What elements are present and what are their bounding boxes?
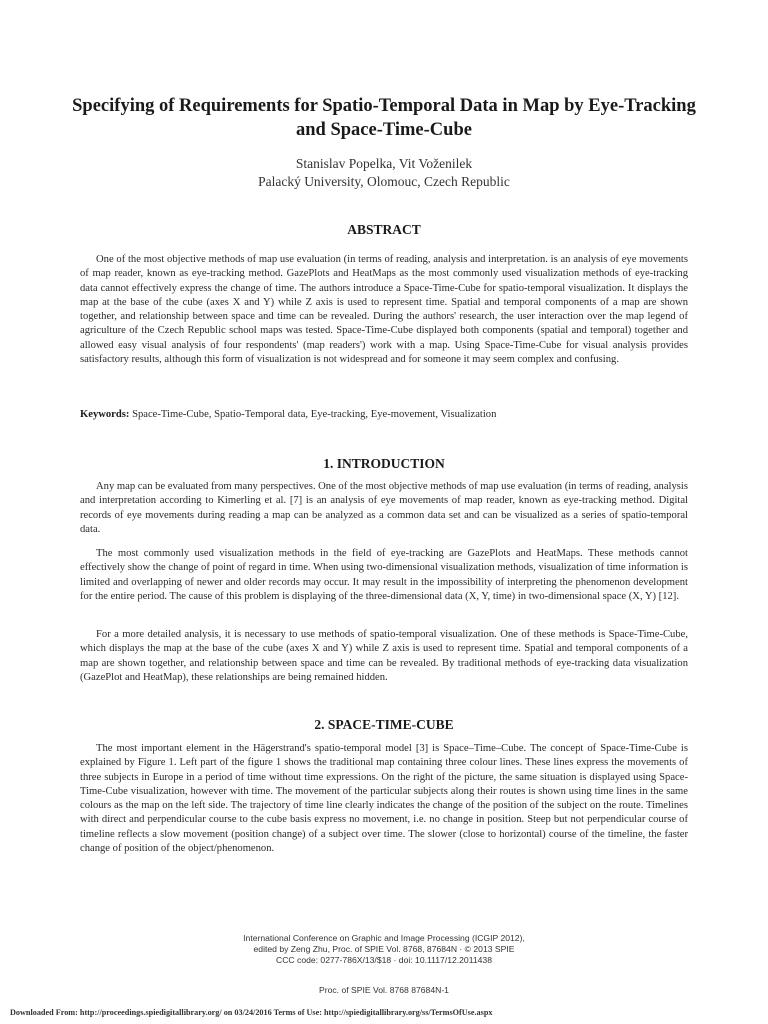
download-notice: Downloaded From: http://proceedings.spiedigitallibrary.org/ on 03/24/2016 Terms of Use: http://spiedigitallibrary.org/ss/TermsOfUse.aspx: [10, 1008, 493, 1017]
intro-paragraph-2: The most commonly used visualization methods in the field of eye-tracking are GazePlots and HeatMaps. These methods cannot effectively show the change of point of regard in time. When using two-dimensional visualization methods, visualization of time information is limited and overlapping of newer and older records may occur. It may result in the impossibility of interpreting the phenomenon development for the entire period. The cause of this problem is displaying of the three-dimensional data (X, Y, time) in two-dimensional space (X, Y) [12].: [80, 548, 688, 602]
section-heading-space-time-cube: 2. SPACE-TIME-CUBE: [314, 717, 454, 732]
abstract-heading: ABSTRACT: [347, 222, 421, 237]
conference-info: [160, 933, 608, 967]
conference-line-3: CCC code: 0277-786X/13/$18 · doi: 10.1117/12.2011438: [276, 955, 492, 966]
paper-title: Specifying of Requirements for Spatio-Temporal Data in Map by Eye-Tracking and Space-Time-Cube: [72, 96, 696, 140]
author-names: Stanislav Popelka, Vit Voženilek: [295, 156, 473, 171]
page-number: Proc. of SPIE Vol. 8768 87684N-1: [319, 985, 449, 995]
keywords-label: Keywords:: [80, 409, 130, 420]
abstract-text: One of the most objective methods of map use evaluation (in terms of reading, analysis and interpretation. is an analysis of eye movements of map reader, known as eye-tracking method. GazePlots and HeatMaps as the most commonly used visualization methods of eye-tracking data cannot effectively express the change of time. The authors introduce a Space-Time-Cube for spatio-temporal visualization. It displays the map at the base of the cube (axes X and Y) while Z axis is used to represent time. Spatial and temporal components of a map are shown together, and relationship between space and time can be revealed. During the authors' research, the user interaction over the map legend of agriculture of the Czech Republic school maps was tested. Space-Time-Cube displayed both components (spatial and temporal) together and allowed easy visual analysis of four respondents' (map readers') work with a map. Using Space-Time-Cube for visual analysis provides satisfactory results, although this form of visualization is not widespread and for someone it may seem complex and confusing.: [80, 254, 688, 366]
section-heading-introduction: 1. INTRODUCTION: [323, 456, 445, 471]
stc-paragraph-1: The most important element in the Hägerstrand's spatio-temporal model [3] is Space–Time–Cube. The concept of Space-Time-Cube is explained by Figure 1. Left part of the figure 1 shows the traditional map containing three colour lines. These lines express the movements of three subjects in Europe in a period of time without time expressions. On the right of the picture, the same situation is displayed using Space-Time-Cube visualization, however with time. The movement of the particular subjects along their routes is shown using time lines in the same colours as the map on the left side. The trajectory of time line clearly indicates the change of the position of the subject on the route. Timelines with direct and perpendicular course to the cube basis express no movement, i.e. no change in position. Steep but not perpendicular course of timeline reflects a slow movement (position change) of a subject over time. The slower (close to horizontal) course of the timeline, the faster change of position of the object/phenomenon.: [80, 743, 688, 855]
intro-paragraph-3: For a more detailed analysis, it is necessary to use methods of spatio-temporal visualization. One of these methods is Space-Time-Cube, which displays the map at the base of the cube (axes X and Y) while Z axis is used to represent time. Spatial and temporal components of a map are shown together, and relationship between space and time can be revealed. By traditional methods of eye-tracking data visualization (GazePlot and HeatMap), these relationships are being remained hidden.: [80, 629, 688, 683]
conference-line-1: International Conference on Graphic and Image Processing (ICGIP 2012),: [243, 933, 525, 943]
conference-line-2: edited by Zeng Zhu, Proc. of SPIE Vol. 8768, 87684N · © 2013 SPIE: [253, 944, 515, 955]
keywords: [80, 408, 688, 422]
keywords-text: Space-Time-Cube, Spatio-Temporal data, Eye-tracking, Eye-movement, Visualization: [132, 409, 497, 420]
author-block: [60, 155, 708, 191]
intro-paragraph-1: Any map can be evaluated from many perspectives. One of the most objective methods of map use evaluation (in terms of reading, analysis and interpretation according to Kimerling et al. [7] is an analysis of eye movements of map reader, known as eye-tracking method. Digital records of eye movements during reading a map can be analyzed as a common data set and can be visualized as a series of spatio-temporal data.: [80, 481, 688, 535]
author-affiliation: Palacký University, Olomouc, Czech Republic: [258, 174, 510, 189]
